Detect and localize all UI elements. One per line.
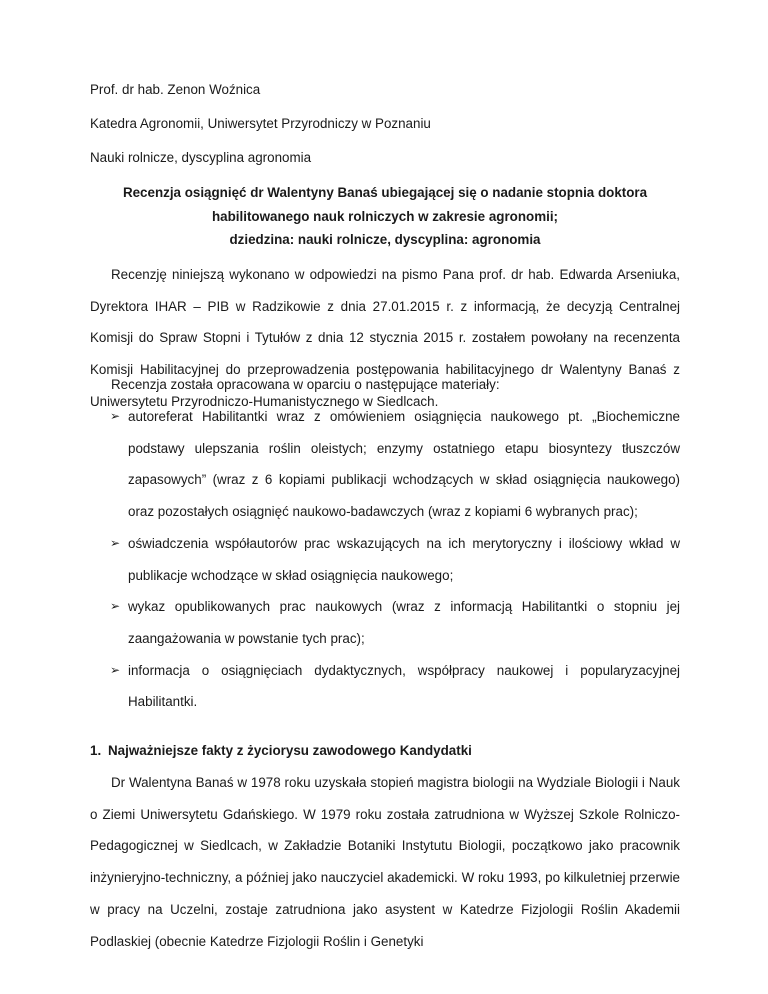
section-heading [90, 735, 472, 767]
reviewer-discipline: Nauki rolnicze, dyscyplina agronomia [90, 150, 312, 165]
section-paragraph: Dr Walentyna Banaś w 1978 roku uzyskała stopień magistra biologii na Wydziale Biologii i Nauk o Ziemi Uniwersytetu Gdańskiego. W 1979 roku została zatrudniona w Wyższej Szkole Rolniczo-Pedagogicznej w Siedlcach, w Zakładzie Botaniki Instytutu Biologii, początkowo jako pracownik inżynieryjno-techniczny, a później jako nauczyciel akademicki. W roku 1993, po kilkuletniej przerwie w pracy na Uczelni, zostaje zatrudniona jako asystent w Katedrze Fizjologii Roślin Akademii Podlaskiej (obecnie Katedrze Fizjologii Roślin i Genetyki [90, 775, 680, 949]
arrow-bullet-icon: ➢ [110, 662, 121, 677]
list-item [110, 401, 680, 528]
arrow-bullet-icon: ➢ [110, 599, 121, 614]
list-item [110, 591, 680, 654]
reviewer-name: Prof. dr hab. Zenon Woźnica [90, 82, 261, 97]
list-item-text: oświadczenia współautorów prac wskazujących na ich merytoryczny i ilościowy wkład w publikacje wchodzące w skład osiągnięcia naukowego; [128, 535, 680, 583]
title-line-1: Recenzja osiągnięć dr Walentyny Banaś ubiegającej się o nadanie stopnia doktora [122, 185, 648, 200]
list-item [110, 655, 680, 718]
author-header [90, 73, 431, 175]
materials-list [110, 401, 680, 718]
list-item-text: autoreferat Habilitantki wraz z omówieniem osiągnięcia naukowego pt. „Biochemiczne podstawy ulepszania roślin oleistych; enzymy ostatniego etapu biosyntezy tłuszczów zapasowych” (wraz z 6 kopiami publikacji wchodzących w skład osiągnięcia naukowego) oraz pozostałych osiągnięć naukowo-badawczych (wraz z kopiami 6 wybranych prac); [128, 409, 680, 520]
arrow-bullet-icon: ➢ [110, 409, 121, 423]
list-item [110, 528, 680, 591]
materials-intro: Recenzja została opracowana w oparciu o następujące materiały: [111, 377, 500, 392]
list-item-text: wykaz opublikowanych prac naukowych (wraz z informacją Habilitantki o stopniu jej zaangażowania w powstanie tych prac); [128, 599, 680, 646]
section-number: 1. [90, 743, 102, 758]
title-line-3: dziedzina: nauki rolnicze, dyscyplina: agronomia [229, 232, 541, 247]
title-line-2: habilitowanego nauk rolniczych w zakresie agronomii; [212, 208, 558, 224]
list-item-text: informacja o osiągnięciach dydaktycznych, współpracy naukowej i popularyzacyjnej Habilitantki. [128, 662, 680, 710]
intro-paragraph: Recenzję niniejszą wykonano w odpowiedzi na pismo Pana prof. dr hab. Edwarda Arseniuka, Dyrektora IHAR – PIB w Radzikowie z dnia 27.01.2015 r. z informacją, że decyzją Centralnej Komisji do Spraw Stopni i Tytułów z dnia 12 stycznia 2015 r. zostałem powołany na recenzenta Komisji Habilitacyjnej do przeprowadzenia postępowania habilitacyjnego dr Walentyny Banaś z Uniwersytetu Przyrodniczo-Humanistycznego w Siedlcach. [90, 267, 680, 409]
reviewer-affiliation: Katedra Agronomii, Uniwersytet Przyrodniczy w Poznaniu [90, 116, 431, 131]
section-title: Najważniejsze fakty z życiorysu zawodowego Kandydatki [108, 743, 472, 758]
document-title [90, 181, 680, 252]
arrow-bullet-icon: ➢ [110, 535, 121, 550]
